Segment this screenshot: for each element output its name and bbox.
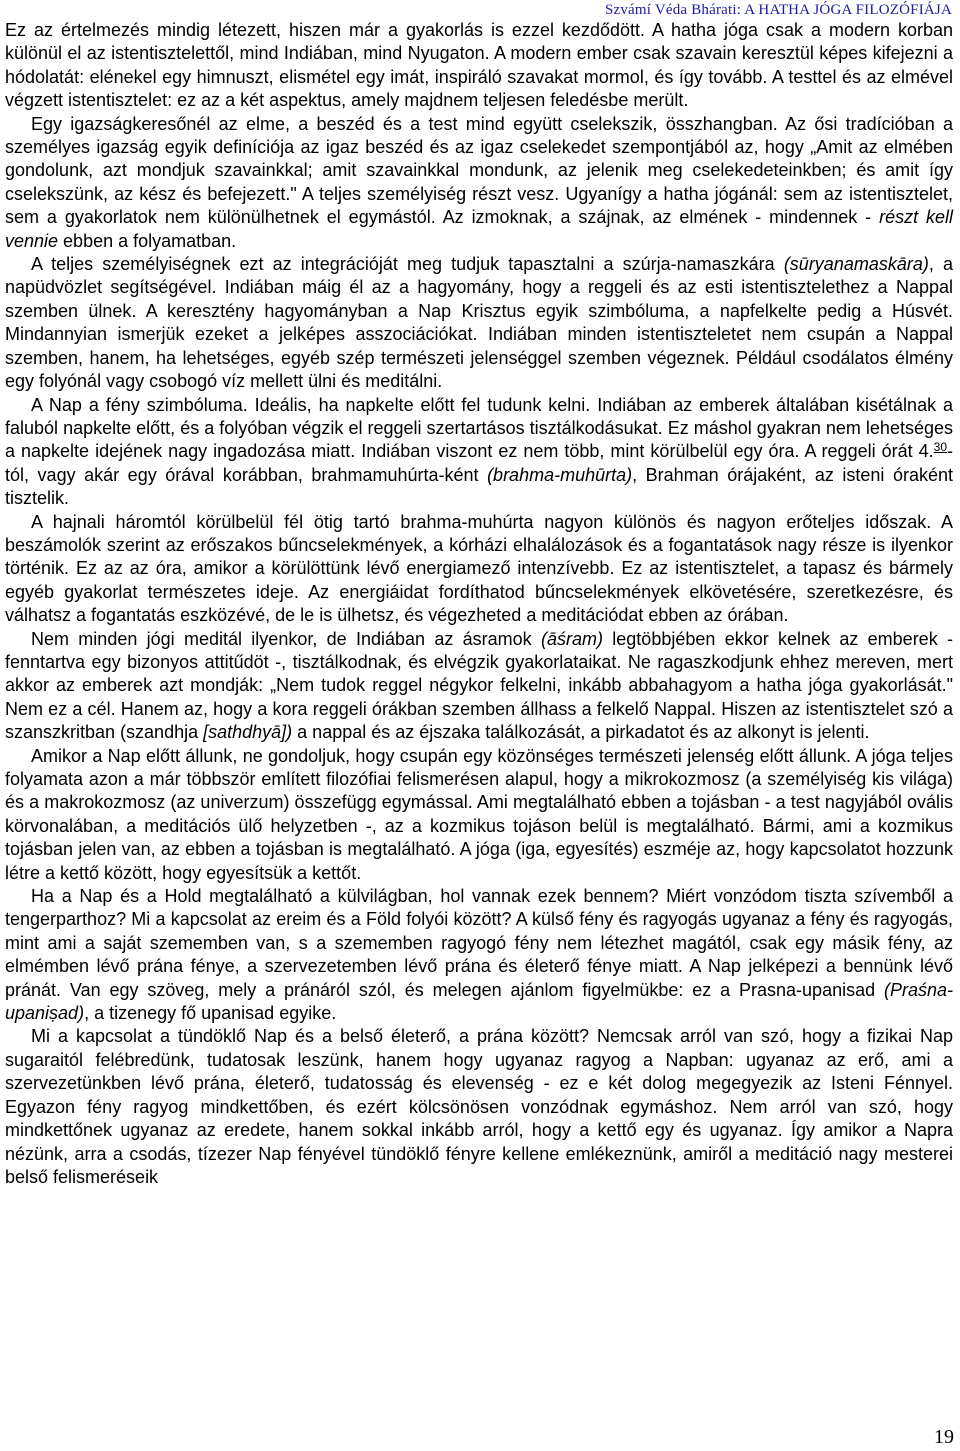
text-run: Ez az értelmezés mindig létezett, hiszen már a gyakorlás is ezzel kezdődött. A hatha jóga csak a modern korban különül el az istentisztelettől, mind Indiában, mind Nyugaton. A modern ember csak szavain keresztül képes kifejezni a hódolatát: elénekel egy himnuszt, elismétel egy imát, inspiráló szavakat mormol, és így tovább. A testtel és az elmével végzett istentisztelet: ez az a két aspektus, amely majdnem teljesen feledésbe merült.: [5, 20, 953, 111]
italic-term: részt kell vennie: [5, 207, 954, 251]
italic-term: (sūryanamaskāra): [783, 254, 929, 275]
paragraph: [5, 253, 953, 393]
text-run: , Brahman órájaként, az isteni óraként tisztelik.: [5, 464, 953, 509]
italic-term: (āśram): [540, 628, 603, 649]
text-run: A hajnali háromtól körülbelül fél ötig tartó brahma-muhúrta nagyon különös és nagyon erőteljes időszak. A beszámolók szerint az erőszakos bűncselekmények, a kórházi elhalálozások és a fogantatások nagy része is ilyenkor történik. Ez az az óra, amikor a körülöttünk lévő energiamező intenzívebb. Ez az istentisztelet, a tapasz és bármely egyéb gyakorlat természetes ideje. Az energiáidat fordíthatod bűncselekmények elkövetésére, szeretkezésre, és válhatsz a fogantatás eszközévé, de le is ülhetsz, és végezheted a meditációdat ebben az órában.: [5, 511, 953, 626]
text-run: Mi a kapcsolat a tündöklő Nap és a belső életerő, a prána között? Nemcsak arról van szó, hogy a fizikai Nap sugaraitól felébredünk, tudatosak leszünk, hanem hogy ugyanaz ragyog a Napban: ugyanaz az erő, ami a szervezetünkben lévő prána, életerő, tudatosság és elevenség - ez e két dolog megegyezik az Isteni Fénnyel. Egyazon fény ragyog mindkettőben, és ezért kölcsönösen vonzódnak egymáshoz. Nem arról van szó, hogy mindkettőnek ugyanaz az eredete, hanem sokkal inkább arról, hogy a kettő egy és ugyanaz. Így amikor a Napra nézünk, arra a csodás, tízezer Nap fényével tündöklő fényre kellene emlékeznünk, amiről a meditáció nagy mesterei belső felismeréseik: [5, 1026, 953, 1187]
text-run: A Nap a fény szimbóluma. Ideális, ha napkelte előtt fel tudunk kelni. Indiában az emberek általában kisétálnak a faluból napkelte előtt, és a folyóban végzik el reggeli szertartásos tisztálkodásukat. Ez máshol gyakran nem lehetséges a napkelte idejének nagy ingadozása miatt. Indiában viszont ez nem több, mint körülbelül egy óra. A reggeli órát 4.: [5, 394, 953, 462]
text-run: Amikor a Nap előtt állunk, ne gondoljuk, hogy csupán egy közönséges természeti jelenség előtt állunk. A jóga teljes folyamata azon a már többször említett filozófiai felismerésen alapul, hogy a mikrokozmosz (a személyiség kis világa) és a makrokozmosz (az univerzum) összefügg egymással. Ami megtalálható ebben a tojásban - a test nagyjából ovális körvonalában, a meditációs ülő helyzetben -, az a kozmikus tojáson belül is megtalálható. Bármi, ami a kozmikus tojásban jelen van, az ebben a tojásban is megtalálható. A jóga (iga, egyesítés) eszméje az, hogy kapcsolatot hozzunk létre a kettő között, hogy egyesítsük a kettőt.: [5, 745, 953, 883]
paragraph: [5, 511, 953, 628]
italic-term: (brahma-muhūrta): [487, 464, 633, 485]
text-run: Egy igazságkeresőnél az elme, a beszéd és a test mind együtt cselekszik, összhangban. Az ősi tradícióban a személyes igazság egyik definíciója az igaz beszéd és az igaz cselekedet szempontjából az, hogy „Amit az elmében gondolunk, azt mondjuk szavainkkal; amit szavainkkal mondunk, az jelenik meg cselekedeteinkben; és amit így cselekszünk, az kész és befejezett." A teljes személyiség részt vesz. Ugyanígy a hatha jógánál: sem az istentisztelet, sem a gyakorlatok nem különülhetnek el egymástól. Az izmoknak, a szájnak, az elmének - mindennek -: [5, 113, 953, 228]
italic-term: [sathdhyā]): [203, 722, 293, 743]
superscript-minutes: 30: [933, 440, 947, 455]
paragraph: [5, 1025, 953, 1189]
paragraph: [5, 745, 953, 885]
text-run: ebben a folyamatban.: [58, 230, 237, 251]
text-run: legtöbbjében ekkor kelnek az emberek - fenntartva egy bizonyos attitűdöt -, tisztálkodnak, és elvégzik gyakorlataikat. Ne ragaszkodjunk ehhez mereven, mert akkor az emberek azt mondják: „Nem tudok reggel négykor felkelni, inkább abbahagyom a hatha jóga gyakorlását." Nem ez a cél. Hanem az, hogy a kora reggeli órákban szemben állhass a felkelő Nappal. Hiszen az istentisztelet szó a szanszkritban (szandhja: [5, 628, 953, 743]
paragraph: [5, 113, 953, 253]
paragraph: [5, 394, 953, 511]
italic-term: (Praśna-upaniṣad): [5, 979, 953, 1024]
text-run: Nem minden jógi meditál ilyenkor, de Indiában az ásramok: [31, 628, 541, 649]
paragraph: [5, 19, 953, 113]
paragraph: [5, 628, 953, 745]
paragraph: [5, 885, 953, 1025]
text-run: A teljes személyiségnek ezt az integrációját meg tudjuk tapasztalni a szúrja-namaszkára: [31, 254, 784, 275]
text-run: a nappal és az éjszaka találkozását, a pirkadatot és az alkonyt is jelenti.: [292, 722, 870, 743]
text-run: , a tizenegy fő upanisad egyike.: [84, 1003, 337, 1024]
text-run: Ha a Nap és a Hold megtalálható a külvilágban, hol vannak ezek bennem? Miért vonzódom tiszta szívemből a tengerparthoz? Mi a kapcsolat az ereim és a Föld folyói között? A külső fény és ragyogás ugyanaz a fény és ragyogás, mint ami a saját szememben van, s a szememben ragyogó fény nem létezhet magától, csak egy másik fény, az elmémben lévő prána fénye, a szervezetemben lévő prána és életerő fénye miatt. A Nap jelképezi a bennünk lévő pránát. Van egy szöveg, mely a pránáról szól, és melegen ajánlom figyelmükbe: ez a Prasna-upanisad: [5, 886, 953, 1000]
body-text: [5, 19, 953, 1189]
page-number: 19: [934, 1426, 954, 1448]
text-run: -tól, vagy akár egy órával korábban, brahmamuhúrta-ként: [5, 441, 953, 485]
text-run: , a napüdvözlet segítségével. Indiában máig él az a hagyomány, hogy a reggeli és az esti istentisztelethez a Nappal szemben ülnek. A keresztény hagyományban a Nap Krisztus egyik szimbóluma, a napfelkelte pedig a Húsvét. Mindannyian ismerjük ezeket a jelképes asszociációkat. Indiában minden istentiszteletet nem csupán a Nappal szemben, hanem, ha lehetséges, egyéb szép természeti jelenséggel szemben végeznek. Például csodálatos élmény egy folyónál vagy csobogó víz mellett ülni és meditálni.: [5, 254, 954, 392]
running-header: Szvámí Véda Bhárati: A HATHA JÓGA FILOZÓFIÁJA: [604, 2, 952, 18]
